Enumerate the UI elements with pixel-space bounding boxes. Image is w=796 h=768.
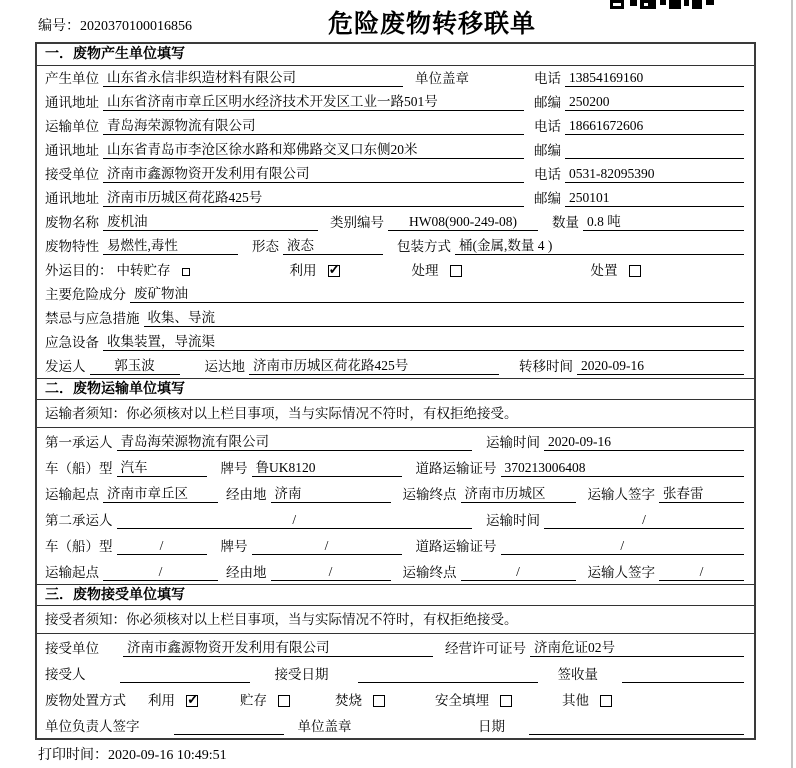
responsible-sign-row — [37, 712, 754, 738]
purpose-option-storage — [117, 259, 190, 279]
page-title: 危险废物转移联单 — [328, 11, 537, 38]
plate-label: 牌号 — [220, 539, 248, 554]
zip-label: 邮编 — [534, 191, 561, 206]
hazard-component-row — [37, 282, 754, 306]
page-edge-line — [791, 0, 793, 768]
quantity-label: 数量 — [552, 215, 579, 230]
consignor-label: 发运人 — [45, 359, 86, 374]
consignor-row — [37, 354, 754, 378]
road-permit-value: 370213006408 — [501, 460, 745, 477]
category-code-label: 类别编号 — [330, 215, 384, 230]
endpoint2-value: / — [461, 564, 576, 581]
received-amount-label: 签收量 — [557, 667, 598, 682]
accept-person-value — [120, 666, 250, 683]
receiver-row — [37, 162, 754, 186]
transporter-row — [37, 114, 754, 138]
receiver-phone-group — [532, 163, 744, 183]
license-value: 济南危证02号 — [530, 636, 744, 657]
disposal-other-checkbox — [600, 695, 612, 707]
receiver-phone-value: 0531-82095390 — [565, 166, 744, 183]
zip-label: 邮编 — [534, 143, 561, 158]
disposal-incinerate-checkbox — [373, 695, 385, 707]
emergency-equipment-row — [37, 330, 754, 354]
emergency-equipment-label: 应急设备 — [45, 335, 99, 350]
date-value — [529, 718, 744, 735]
receiver-zip-value: 250101 — [565, 190, 744, 207]
purpose-dispose-checkbox — [629, 265, 641, 277]
manifest-form — [35, 42, 756, 740]
disposal-option-incinerate — [335, 689, 385, 709]
disposal-utilize-label: 利用 — [148, 693, 175, 708]
second-carrier-label: 第二承运人 — [45, 513, 113, 528]
disposal-option-landfill — [435, 689, 512, 709]
disposal-other-label: 其他 — [562, 693, 589, 708]
accept-date-value — [358, 666, 538, 683]
section2-title: 二．废物运输单位填写 — [37, 378, 754, 400]
accept-unit-label: 接受单位 — [45, 641, 99, 656]
receiver-zip-group — [532, 187, 744, 207]
transporter-zip-value — [565, 142, 744, 159]
plate-label: 牌号 — [220, 461, 248, 476]
phone-label: 电话 — [534, 119, 561, 134]
first-carrier-row — [37, 428, 754, 454]
receiver-notice: 接受者须知：你必须核对以上栏目事项，当与实际情况不符时，有权拒绝接受。 — [37, 606, 754, 634]
unit-seal-label: 单位盖章 — [415, 71, 469, 86]
origin-label: 运输起点 — [45, 565, 99, 580]
purpose-utilize-label: 利用 — [289, 263, 317, 278]
transfer-date-label: 转移时间 — [519, 359, 573, 374]
accept-person-row — [37, 660, 754, 686]
purpose-utilize-checkbox — [328, 265, 340, 277]
waste-name-row — [37, 210, 754, 234]
purpose-option-utilize — [290, 259, 340, 279]
route1-row — [37, 480, 754, 506]
transport-time-label: 运输时间 — [486, 513, 540, 528]
waste-property-label: 废物特性 — [45, 239, 99, 254]
waste-property-value: 易燃性,毒性 — [103, 234, 238, 255]
purpose-storage-label: 中转贮存 — [116, 263, 171, 278]
second-carrier-row — [37, 506, 754, 532]
serial-label: 编号： — [38, 19, 80, 34]
transfer-purpose-row — [37, 258, 754, 282]
waste-name-label: 废物名称 — [45, 215, 99, 230]
packing-value: 桶(金属,数量 4 ) — [455, 234, 744, 255]
receiver-label: 接受单位 — [45, 167, 99, 182]
endpoint-label: 运输终点 — [402, 487, 457, 502]
zip-label: 邮编 — [534, 95, 561, 110]
accept-person-label: 接受人 — [45, 667, 86, 682]
producer-phone-group — [532, 67, 744, 87]
via2-value: / — [271, 564, 391, 581]
producer-address-row — [37, 90, 754, 114]
disposal-utilize-checkbox — [186, 695, 198, 707]
consignor-value: 郭玉波 — [90, 354, 180, 375]
emergency-measures-value: 收集、导流 — [144, 306, 745, 327]
transport-time2-value: / — [544, 512, 744, 529]
transfer-date-value: 2020-09-16 — [577, 358, 744, 375]
disposal-store-checkbox — [278, 695, 290, 707]
date-label: 日期 — [478, 719, 505, 734]
first-carrier-value: 青岛海荣源物流有限公司 — [117, 430, 473, 451]
carrier-sign-label: 运输人签字 — [587, 487, 655, 502]
plate2-value: / — [252, 538, 402, 555]
disposal-method-row — [37, 686, 754, 712]
origin-value: 济南市章丘区 — [103, 482, 218, 503]
carrier-sign-label: 运输人签字 — [587, 565, 655, 580]
vehicle-type-label: 车（船）型 — [45, 539, 113, 554]
accept-unit-row — [37, 634, 754, 660]
license-label: 经营许可证号 — [445, 641, 526, 656]
form-label: 形态 — [252, 239, 279, 254]
quantity-value: 0.8 吨 — [583, 210, 744, 231]
producer-address-value: 山东省济南市章丘区明水经济技术开发区工业一路501号 — [103, 90, 524, 111]
endpoint-label: 运输终点 — [402, 565, 457, 580]
plate-value: 鲁UK8120 — [252, 456, 402, 477]
emergency-measures-row — [37, 306, 754, 330]
transporter-address-value: 山东省青岛市李沧区徐水路和郑佛路交叉口东侧20米 — [103, 138, 524, 159]
receiver-address-row — [37, 186, 754, 210]
producer-row — [37, 66, 754, 90]
transporter-value: 青岛海荣源物流有限公司 — [103, 114, 524, 135]
accept-date-label: 接受日期 — [274, 667, 329, 682]
transport-time-label: 运输时间 — [486, 435, 540, 450]
disposal-landfill-checkbox — [500, 695, 512, 707]
road-permit-label: 道路运输证号 — [415, 539, 497, 554]
print-time: 打印时间：2020-09-16 10:49:51 — [38, 748, 227, 763]
via-label: 经由地 — [226, 487, 267, 502]
first-carrier-label: 第一承运人 — [45, 435, 113, 450]
waste-name-value: 废机油 — [103, 210, 318, 231]
road-permit2-value: / — [501, 538, 745, 555]
disposal-landfill-label: 安全填埋 — [435, 693, 489, 708]
transfer-purpose-label: 外运目的： — [45, 263, 113, 278]
purpose-option-treat — [412, 259, 462, 279]
transporter-zip-group — [532, 139, 744, 159]
receiver-address-value: 济南市历城区荷花路425号 — [103, 186, 524, 207]
address-label: 通讯地址 — [45, 95, 99, 110]
phone-label: 电话 — [534, 71, 561, 86]
phone-label: 电话 — [534, 167, 561, 182]
origin-label: 运输起点 — [45, 487, 99, 502]
destination-label: 运达地 — [204, 359, 245, 374]
section1-title: 一．废物产生单位填写 — [37, 44, 754, 66]
purpose-treat-checkbox — [450, 265, 462, 277]
unit-seal-label: 单位盖章 — [297, 719, 352, 734]
purpose-option-dispose — [591, 259, 641, 279]
destination-value: 济南市历城区荷花路425号 — [249, 354, 499, 375]
vehicle2-row — [37, 532, 754, 558]
transporter-phone-group — [532, 115, 744, 135]
emergency-equipment-value: 收集装置，导流渠 — [103, 330, 744, 351]
vehicle-type-label: 车（船）型 — [45, 461, 113, 476]
form-value: 液态 — [283, 234, 383, 255]
road-permit-label: 道路运输证号 — [415, 461, 497, 476]
hazard-component-label: 主要危险成分 — [45, 287, 126, 302]
route2-row — [37, 558, 754, 584]
responsible-sign-label: 单位负责人签字 — [45, 719, 140, 734]
origin2-value: / — [103, 564, 218, 581]
producer-zip-group — [532, 91, 744, 111]
transporter-label: 运输单位 — [45, 119, 99, 134]
received-amount-value — [622, 666, 744, 683]
vehicle-type2-value: / — [117, 538, 207, 555]
qr-code-fragment — [610, 0, 714, 10]
address-label: 通讯地址 — [45, 143, 99, 158]
vehicle-type-value: 汽车 — [117, 456, 207, 477]
section3-title: 三．废物接受单位填写 — [37, 584, 754, 606]
producer-value: 山东省永信非织造材料有限公司 — [103, 66, 403, 87]
carrier-sign2-value: / — [659, 564, 744, 581]
transporter-address-row — [37, 138, 754, 162]
waste-property-row — [37, 234, 754, 258]
hazard-component-value: 废矿物油 — [130, 282, 744, 303]
transporter-phone-value: 18661672606 — [565, 118, 744, 135]
endpoint-value: 济南市历城区 — [461, 482, 576, 503]
carrier-sign-value: 张春雷 — [659, 482, 744, 503]
document-header — [0, 0, 796, 42]
disposal-method-label: 废物处置方式 — [45, 693, 126, 708]
via-value: 济南 — [271, 482, 391, 503]
disposal-store-label: 贮存 — [240, 693, 267, 708]
producer-phone-value: 13854169160 — [565, 70, 744, 87]
transporter-notice: 运输者须知：你必须核对以上栏目事项，当与实际情况不符时，有权拒绝接受。 — [37, 400, 754, 428]
purpose-dispose-label: 处置 — [590, 263, 618, 278]
purpose-treat-label: 处理 — [411, 263, 439, 278]
producer-zip-value: 250200 — [565, 94, 744, 111]
disposal-incinerate-label: 焚烧 — [335, 693, 362, 708]
purpose-storage-checkbox — [182, 268, 190, 276]
vehicle1-row — [37, 454, 754, 480]
disposal-option-store — [240, 689, 290, 709]
producer-label: 产生单位 — [45, 71, 99, 86]
via-label: 经由地 — [226, 565, 267, 580]
accept-unit-value: 济南市鑫源物资开发利用有限公司 — [123, 636, 433, 657]
disposal-option-other — [562, 689, 612, 709]
serial-number — [38, 15, 192, 35]
disposal-option-utilize — [148, 689, 198, 709]
emergency-measures-label: 禁忌与应急措施 — [45, 311, 140, 326]
second-carrier-value: / — [117, 512, 473, 529]
transport-time-value: 2020-09-16 — [544, 434, 744, 451]
serial-value: 2020370100016856 — [80, 19, 192, 34]
address-label: 通讯地址 — [45, 191, 99, 206]
responsible-sign-value — [174, 718, 284, 735]
packing-label: 包装方式 — [397, 239, 451, 254]
receiver-value: 济南市鑫源物资开发利用有限公司 — [103, 162, 524, 183]
category-code-value: HW08(900-249-08) — [388, 214, 538, 231]
